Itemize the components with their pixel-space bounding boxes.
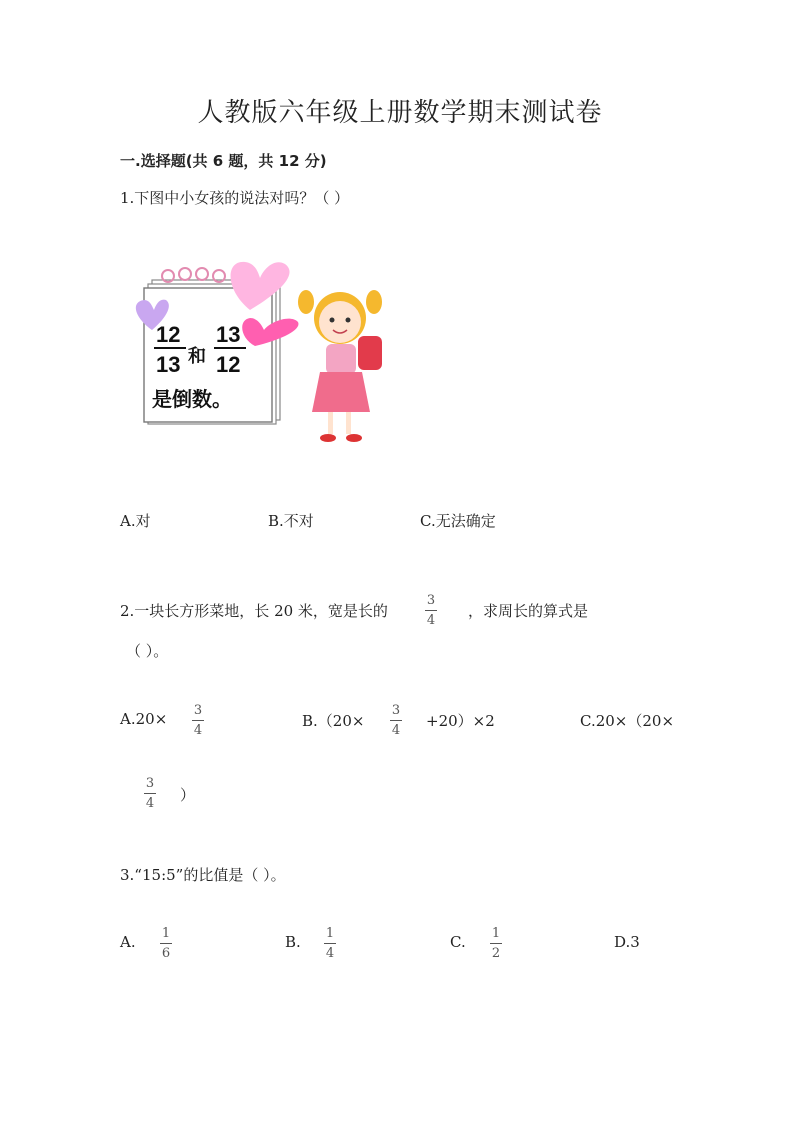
section-heading: 一.选择题(共 6 题，共 12 分) (120, 152, 327, 170)
q1-option-b[interactable]: B.不对 (268, 512, 314, 530)
q2-option-a-fraction: 3 4 (193, 703, 203, 738)
card-and: 和 (188, 346, 206, 366)
q2-option-c-fraction: 3 4 (145, 776, 155, 811)
question-2-stem-part-a: 2.一块长方形菜地，长 20 米，宽是长的 (120, 602, 388, 620)
q3-option-b-fraction: 1 4 (325, 926, 335, 961)
card-statement: 是倒数。 (152, 389, 232, 411)
q2-option-b-fraction: 3 4 (391, 703, 401, 738)
girl-figure (298, 290, 382, 442)
q2-option-c-prefix[interactable]: C.20×（20× (580, 712, 675, 730)
q3-option-c-fraction: 1 2 (491, 926, 501, 961)
q3-option-b-label[interactable]: B. (285, 933, 301, 951)
q1-option-c[interactable]: C.无法确定 (420, 512, 496, 530)
question-3-stem: 3.“15:5”的比值是（ ）。 (120, 866, 286, 884)
card-fraction-2-den: 12 (216, 352, 241, 377)
card-fraction-1-num: 12 (156, 322, 181, 347)
question-2-stem-part-c: （ ）。 (126, 642, 169, 660)
q3-option-c-label[interactable]: C. (450, 933, 466, 951)
q3-option-a-label[interactable]: A. (120, 933, 136, 951)
card-fraction-1-den: 13 (156, 352, 181, 377)
q2-option-b-prefix[interactable]: B.（20× (302, 712, 365, 730)
q2-option-c-suffix: ） (180, 786, 196, 804)
question-1-stem: 1.下图中小女孩的说法对吗？（ ） (120, 189, 350, 207)
q2-option-a-prefix[interactable]: A.20× (120, 710, 168, 728)
q1-option-a[interactable]: A.对 (120, 512, 151, 530)
q2-option-b-suffix: +20）×2 (426, 712, 495, 730)
q3-option-a-fraction: 1 6 (161, 926, 171, 961)
page-title: 人教版六年级上册数学期末测试卷 (197, 98, 603, 128)
question-2-stem-fraction: 3 4 (426, 593, 436, 628)
question-1-illustration (130, 250, 390, 450)
question-2-stem-part-b: ，求周长的算式是 (468, 602, 589, 620)
card-fraction-2-num: 13 (216, 322, 241, 347)
q3-option-d[interactable]: D.3 (614, 933, 640, 951)
